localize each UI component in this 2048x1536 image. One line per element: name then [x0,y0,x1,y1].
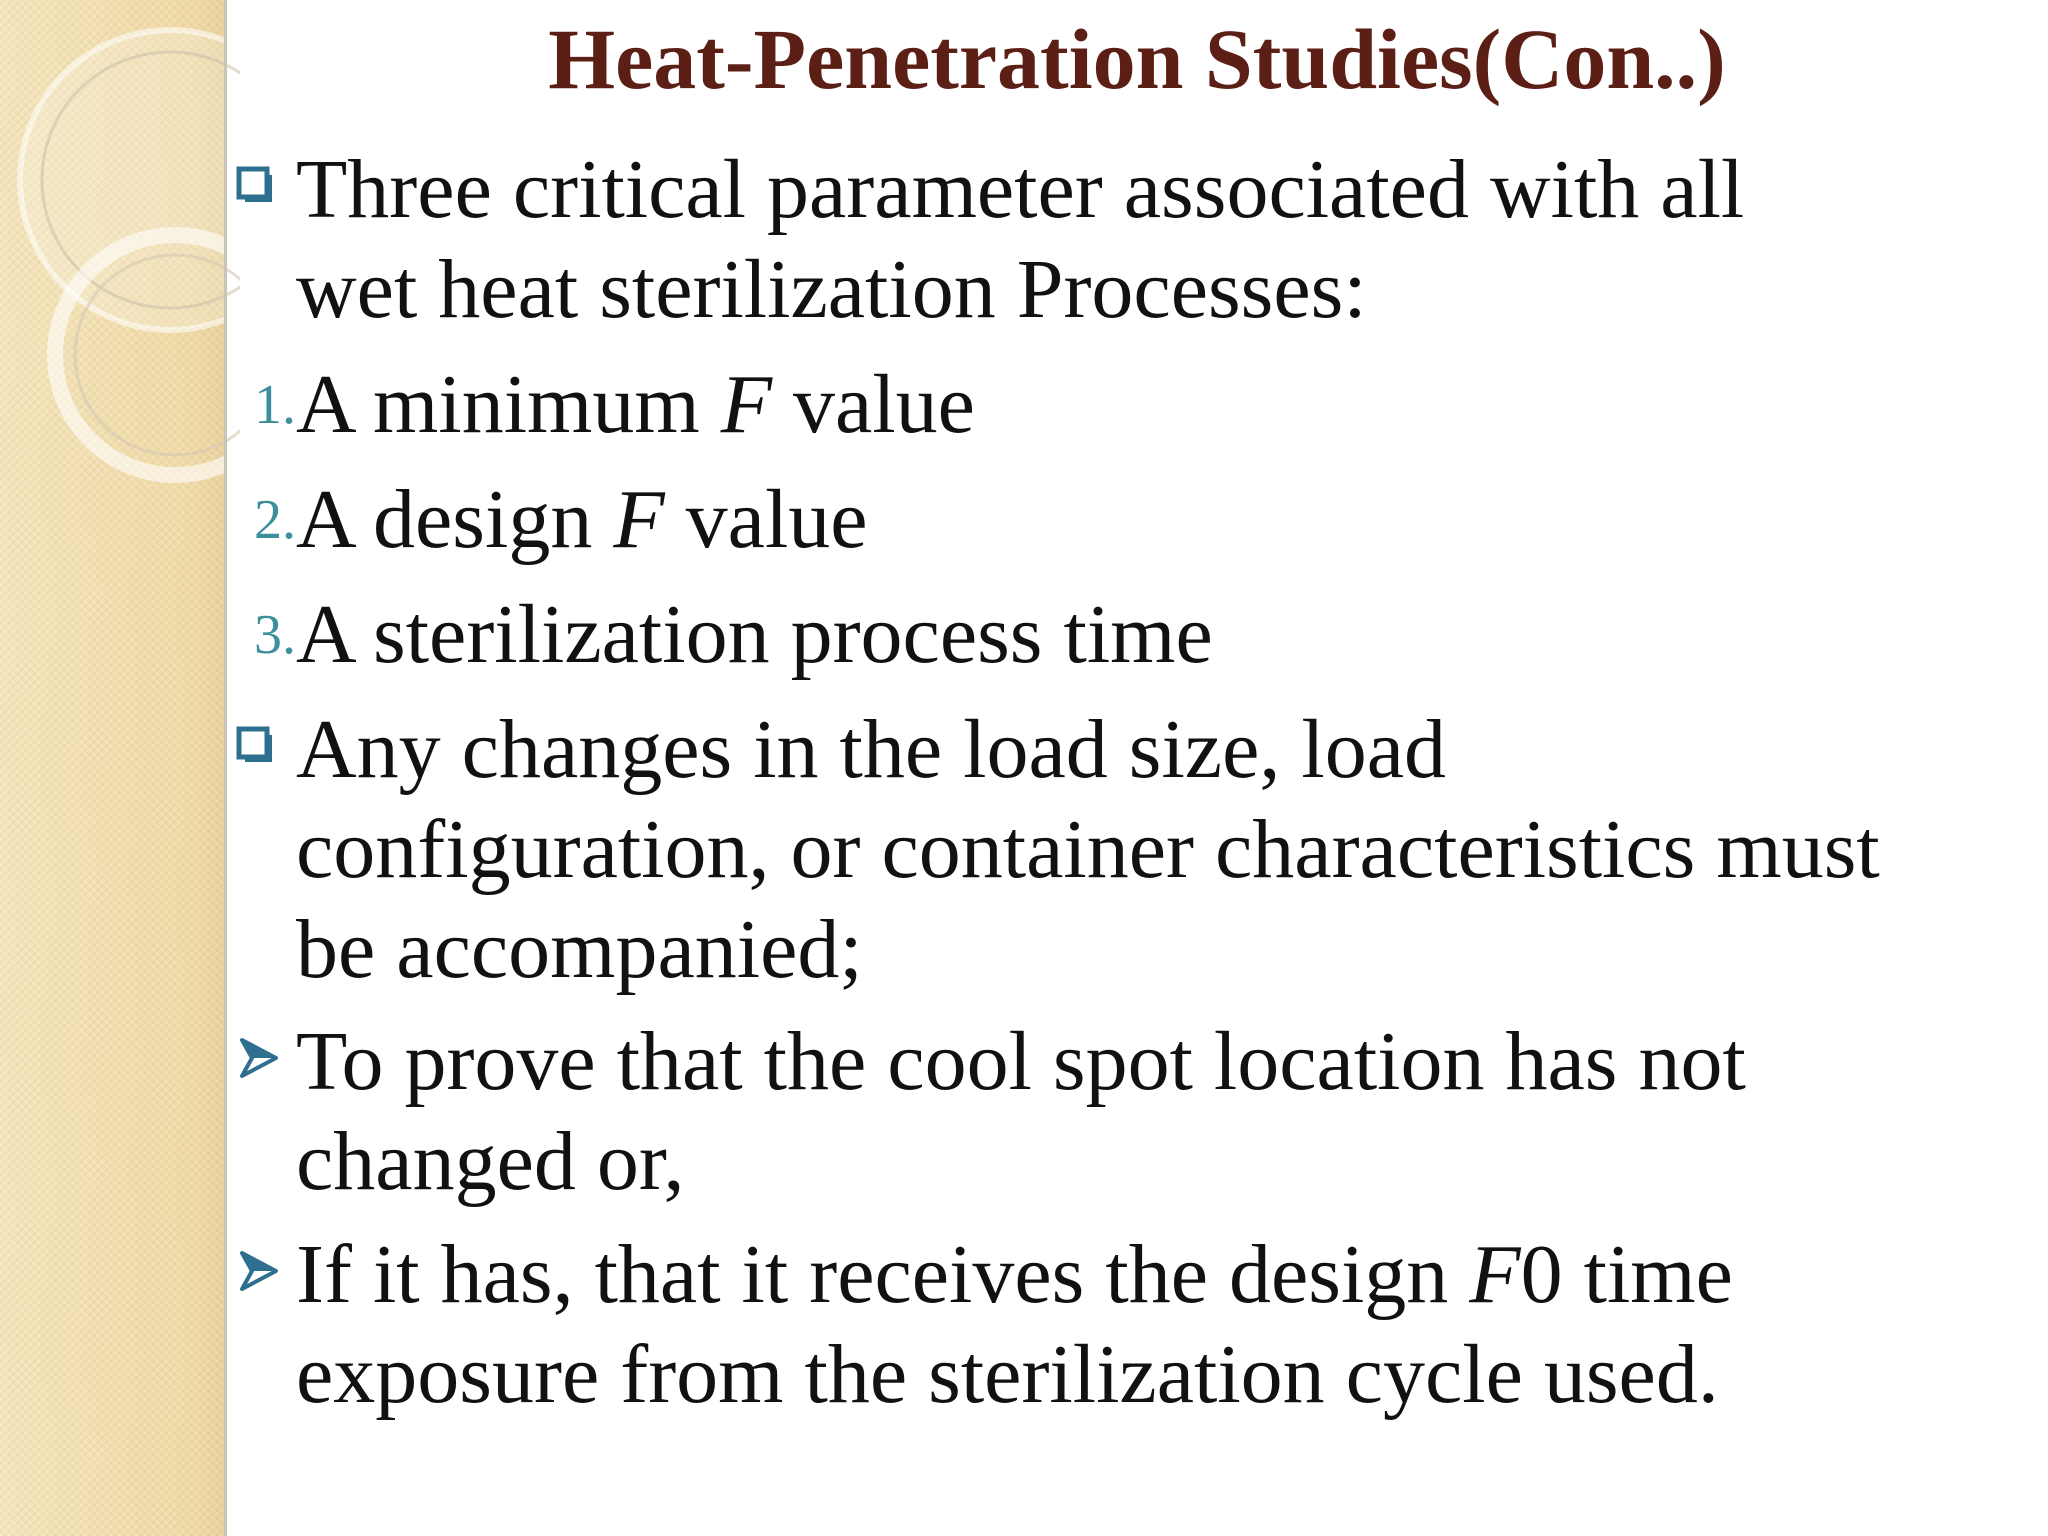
item-text: A minimum F value [296,358,975,451]
bullet-line: exposure from the sterilization cycle used. [296,1328,1719,1421]
bullet-line: If it has, that it receives the design F0 time [296,1228,1733,1321]
slide-title: Heat-Penetration Studies(Con..) [548,11,1726,107]
arrow-bullet-icon [238,1036,280,1080]
numbered-item-2 [236,470,2020,570]
bullet-line: Three critical parameter associated with all [296,143,1745,236]
bullet-line: be accompanied; [296,903,863,996]
hollow-square-bullet-icon [236,726,274,764]
arrow-bullet-icon [238,1249,280,1293]
sidebar-divider [224,0,227,1536]
bullet-line: configuration, or container characteristics must [296,803,1880,896]
bullet-parameters [236,140,2020,340]
numbered-item-3 [236,585,2020,685]
bullet-line: Any changes in the load size, load [296,703,1446,796]
numbered-item-1 [236,355,2020,455]
sub-bullet-cool-spot [236,1012,2020,1212]
item-number: 2. [254,489,296,551]
sub-bullet-design-f0 [236,1225,2020,1425]
bullet-changes [236,700,2020,1000]
hollow-square-bullet-icon [236,166,274,204]
bullet-line: changed or, [296,1115,685,1208]
decorative-rings-icon [0,0,240,520]
item-number: 1. [254,374,296,436]
bullet-line: wet heat sterilization Processes: [296,243,1367,336]
item-number: 3. [254,604,296,666]
item-text: A design F value [296,473,868,566]
item-text: A sterilization process time [296,588,1213,681]
bullet-line: To prove that the cool spot location has not [296,1015,1746,1108]
